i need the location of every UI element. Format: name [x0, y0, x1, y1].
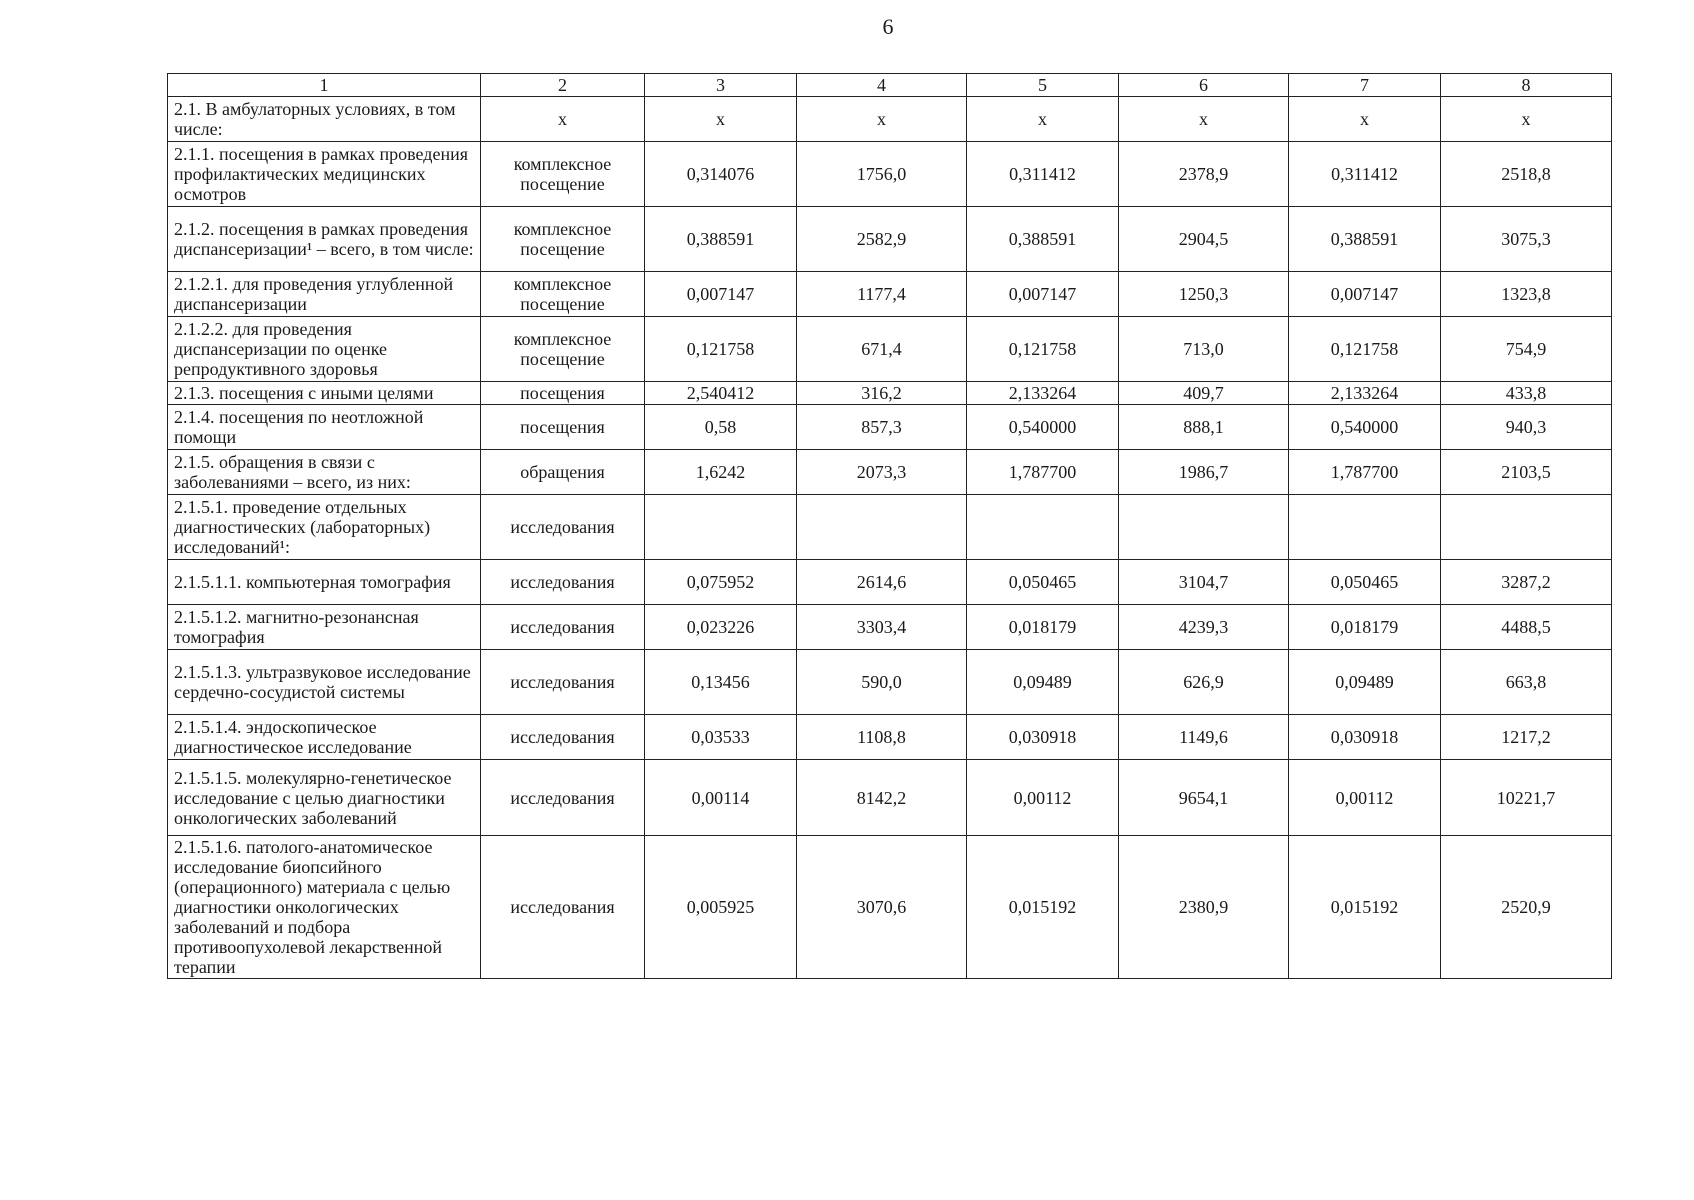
row-label: 2.1.5.1.2. магнитно-резонансная томография [168, 605, 481, 650]
value-cell: 3104,7 [1119, 560, 1289, 605]
row-label: 2.1.5.1.6. патолого-анатомическое исследование биопсийного (операционного) материала с целью диагностики онкологических заболеваний и подбора противоопухолевой лекарственной терапии [168, 836, 481, 979]
value-cell: 857,3 [797, 405, 967, 450]
row-label: 2.1.3. посещения с иными целями [168, 382, 481, 405]
value-cell: 1177,4 [797, 272, 967, 317]
value-cell: 626,9 [1119, 650, 1289, 715]
value-cell: 0,00112 [967, 760, 1119, 836]
header-cell: 8 [1441, 74, 1612, 97]
row-label: 2.1.5.1. проведение отдельных диагностических (лабораторных) исследований¹: [168, 495, 481, 560]
value-cell: 0,050465 [1289, 560, 1441, 605]
value-cell: 0,015192 [967, 836, 1119, 979]
value-cell: 0,018179 [967, 605, 1119, 650]
value-cell: 3075,3 [1441, 207, 1612, 272]
value-cell: 1756,0 [797, 142, 967, 207]
value-cell: 0,388591 [645, 207, 797, 272]
value-cell: 2378,9 [1119, 142, 1289, 207]
row-label: 2.1.4. посещения по неотложной помощи [168, 405, 481, 450]
value-cell: 1217,2 [1441, 715, 1612, 760]
value-cell: 0,121758 [645, 317, 797, 382]
unit-cell: х [481, 97, 645, 142]
tariff-table [167, 73, 1612, 979]
value-cell [797, 495, 967, 560]
value-cell: 0,015192 [1289, 836, 1441, 979]
value-cell: 0,00112 [1289, 760, 1441, 836]
value-cell: 940,3 [1441, 405, 1612, 450]
value-cell: 0,03533 [645, 715, 797, 760]
row-label: 2.1.5.1.3. ультразвуковое исследование сердечно-сосудистой системы [168, 650, 481, 715]
value-cell: 1,787700 [1289, 450, 1441, 495]
value-cell: 2,133264 [967, 382, 1119, 405]
table-row [168, 207, 1612, 272]
value-cell [1119, 495, 1289, 560]
value-cell: 713,0 [1119, 317, 1289, 382]
header-cell: 1 [168, 74, 481, 97]
value-cell: 0,388591 [967, 207, 1119, 272]
header-cell: 4 [797, 74, 967, 97]
unit-cell: обращения [481, 450, 645, 495]
value-cell: 2103,5 [1441, 450, 1612, 495]
value-cell: 2073,3 [797, 450, 967, 495]
value-cell: 754,9 [1441, 317, 1612, 382]
value-cell: 0,075952 [645, 560, 797, 605]
unit-cell: исследования [481, 760, 645, 836]
value-cell: 9654,1 [1119, 760, 1289, 836]
value-cell: 0,007147 [1289, 272, 1441, 317]
table-row [168, 142, 1612, 207]
value-cell: 0,00114 [645, 760, 797, 836]
header-cell: 2 [481, 74, 645, 97]
table-row [168, 836, 1612, 979]
value-cell: х [645, 97, 797, 142]
value-cell: 2,133264 [1289, 382, 1441, 405]
unit-cell: исследования [481, 495, 645, 560]
value-cell: 1323,8 [1441, 272, 1612, 317]
value-cell: 0,13456 [645, 650, 797, 715]
value-cell: 0,09489 [967, 650, 1119, 715]
row-label: 2.1.2.1. для проведения углубленной диспансеризации [168, 272, 481, 317]
value-cell: 409,7 [1119, 382, 1289, 405]
header-cell: 5 [967, 74, 1119, 97]
value-cell: х [797, 97, 967, 142]
value-cell: 0,023226 [645, 605, 797, 650]
unit-cell: комплексное посещение [481, 272, 645, 317]
row-label: 2.1.5.1.4. эндоскопическое диагностическое исследование [168, 715, 481, 760]
value-cell: 1108,8 [797, 715, 967, 760]
header-cell: 6 [1119, 74, 1289, 97]
value-cell: 1149,6 [1119, 715, 1289, 760]
value-cell: 663,8 [1441, 650, 1612, 715]
value-cell: 0,121758 [967, 317, 1119, 382]
value-cell [1441, 495, 1612, 560]
unit-cell: исследования [481, 650, 645, 715]
value-cell: 671,4 [797, 317, 967, 382]
unit-cell: посещения [481, 382, 645, 405]
value-cell: 1,787700 [967, 450, 1119, 495]
row-label: 2.1.5.1.5. молекулярно-генетическое исследование с целью диагностики онкологических заболеваний [168, 760, 481, 836]
value-cell: 0,311412 [1289, 142, 1441, 207]
value-cell: 590,0 [797, 650, 967, 715]
value-cell: 433,8 [1441, 382, 1612, 405]
value-cell [1289, 495, 1441, 560]
value-cell: 0,030918 [967, 715, 1119, 760]
table-row [168, 450, 1612, 495]
table-row [168, 715, 1612, 760]
row-label: 2.1.2.2. для проведения диспансеризации по оценке репродуктивного здоровья [168, 317, 481, 382]
value-cell: 0,540000 [967, 405, 1119, 450]
value-cell: 4239,3 [1119, 605, 1289, 650]
unit-cell: комплексное посещение [481, 207, 645, 272]
page-number: 6 [882, 14, 894, 39]
value-cell: 1250,3 [1119, 272, 1289, 317]
value-cell: 0,121758 [1289, 317, 1441, 382]
table-row [168, 382, 1612, 405]
value-cell: 1,6242 [645, 450, 797, 495]
value-cell: 0,007147 [967, 272, 1119, 317]
value-cell [645, 495, 797, 560]
value-cell: 0,58 [645, 405, 797, 450]
unit-cell: исследования [481, 836, 645, 979]
value-cell: 3303,4 [797, 605, 967, 650]
header-row [168, 74, 1612, 97]
value-cell: 8142,2 [797, 760, 967, 836]
row-label: 2.1.5. обращения в связи с заболеваниями – всего, из них: [168, 450, 481, 495]
table-row [168, 560, 1612, 605]
value-cell: 3070,6 [797, 836, 967, 979]
row-label: 2.1.2. посещения в рамках проведения диспансеризации¹ – всего, в том числе: [168, 207, 481, 272]
unit-cell: исследования [481, 560, 645, 605]
value-cell: х [1289, 97, 1441, 142]
header-cell: 7 [1289, 74, 1441, 97]
value-cell: 0,09489 [1289, 650, 1441, 715]
value-cell [967, 495, 1119, 560]
value-cell: 1986,7 [1119, 450, 1289, 495]
value-cell: 0,007147 [645, 272, 797, 317]
value-cell: 0,050465 [967, 560, 1119, 605]
value-cell: 2,540412 [645, 382, 797, 405]
value-cell: 316,2 [797, 382, 967, 405]
unit-cell: комплексное посещение [481, 142, 645, 207]
unit-cell: исследования [481, 715, 645, 760]
value-cell: 0,540000 [1289, 405, 1441, 450]
value-cell: х [1441, 97, 1612, 142]
unit-cell: исследования [481, 605, 645, 650]
value-cell: х [967, 97, 1119, 142]
value-cell: 3287,2 [1441, 560, 1612, 605]
value-cell: 2380,9 [1119, 836, 1289, 979]
value-cell: 0,005925 [645, 836, 797, 979]
table-row [168, 272, 1612, 317]
value-cell: 2904,5 [1119, 207, 1289, 272]
table-row [168, 405, 1612, 450]
value-cell: 2582,9 [797, 207, 967, 272]
unit-cell: комплексное посещение [481, 317, 645, 382]
table-row [168, 317, 1612, 382]
table-row [168, 650, 1612, 715]
table-row [168, 760, 1612, 836]
value-cell: 0,388591 [1289, 207, 1441, 272]
table-row [168, 605, 1612, 650]
value-cell: 0,314076 [645, 142, 797, 207]
value-cell: 2518,8 [1441, 142, 1612, 207]
value-cell: 888,1 [1119, 405, 1289, 450]
value-cell: 0,018179 [1289, 605, 1441, 650]
value-cell: 10221,7 [1441, 760, 1612, 836]
value-cell: 2614,6 [797, 560, 967, 605]
header-cell: 3 [645, 74, 797, 97]
table-row [168, 97, 1612, 142]
value-cell: 0,311412 [967, 142, 1119, 207]
row-label: 2.1.5.1.1. компьютерная томография [168, 560, 481, 605]
value-cell: 4488,5 [1441, 605, 1612, 650]
row-label: 2.1. В амбулаторных условиях, в том числе: [168, 97, 481, 142]
unit-cell: посещения [481, 405, 645, 450]
value-cell: 2520,9 [1441, 836, 1612, 979]
value-cell: х [1119, 97, 1289, 142]
row-label: 2.1.1. посещения в рамках проведения профилактических медицинских осмотров [168, 142, 481, 207]
table-row [168, 495, 1612, 560]
value-cell: 0,030918 [1289, 715, 1441, 760]
